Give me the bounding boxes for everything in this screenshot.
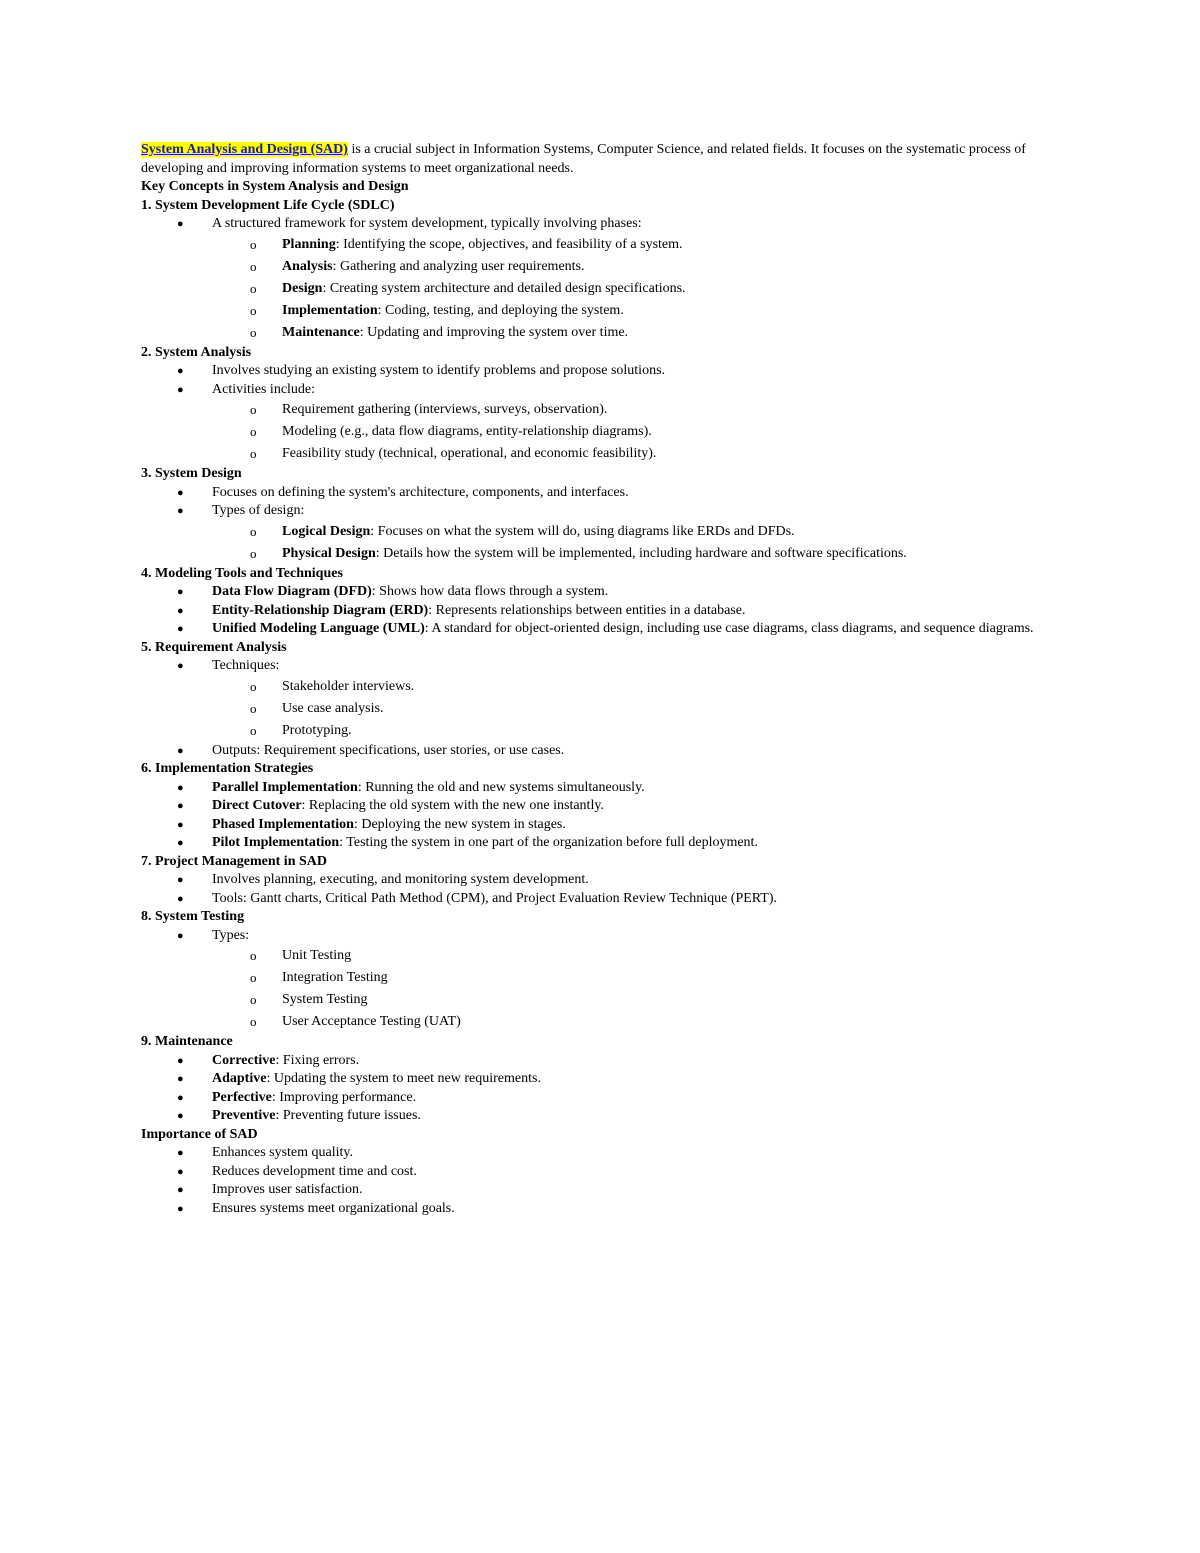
bullet-description: : Improving performance. [271,1089,417,1105]
bullet-term: Implementation [282,302,378,318]
section-heading: Importance of SAD [141,1126,258,1142]
bullet-item [141,797,1041,816]
bullet-description: User Acceptance Testing (UAT) [282,1014,461,1029]
bullet-item [141,834,1041,853]
bullet-item [141,602,1041,621]
section-heading: 3. System Design [141,466,242,481]
section-heading: 1. System Development Life Cycle (SDLC) [141,197,395,213]
bullet-term: Preventive [212,1108,276,1123]
bullet-text [282,945,1041,967]
bullet-text [282,256,1041,278]
sub-bullet-item [141,543,1041,565]
sub-bullet-item [141,399,1041,421]
bullet-text [212,362,1041,381]
bullet-item [141,1107,1041,1126]
bullet-term: Adaptive [212,1071,267,1086]
bullet-description: Involves studying an existing system to identify problems and propose solutions. [212,363,666,378]
bullet-text [212,834,1041,853]
bullet-item [141,742,1041,761]
bullet-dot-icon: ● [177,623,184,635]
bullet-description: Prototyping. [282,722,352,738]
bullet-term: Corrective [212,1052,276,1068]
bullet-description: : Deploying the new system in stages. [353,816,566,832]
bullet-term: Entity-Relationship Diagram (ERD) [212,602,429,618]
sub-bullet-item [141,676,1041,698]
bullet-description: Modeling (e.g., data flow diagrams, entity-relationship diagrams). [282,424,652,439]
bullet-dot-icon: ● [177,818,184,831]
bullet-description: : Updating the system to meet new requirements. [266,1071,541,1086]
bullet-term: Physical Design [282,545,376,561]
sub-bullet-item [141,521,1041,543]
bullet-description: Enhances system quality. [212,1145,354,1160]
bullet-text [212,484,1041,503]
bullet-description: : Replacing the old system with the new one instantly. [301,798,604,813]
bullet-description: Stakeholder interviews. [282,678,415,694]
bullet-circle-icon: o [250,948,257,963]
bullet-description: Activities include: [212,381,316,397]
bullet-text [212,583,1041,602]
bullet-term: Pilot Implementation [212,835,340,850]
section-heading: 6. Implementation Strategies [141,761,314,776]
bullet-description: : Focuses on what the system will do, using diagrams like ERDs and DFDs. [370,523,795,539]
bullet-description: : Testing the system in one part of the organization before full deployment. [339,835,758,850]
bullet-term: Parallel Implementation [212,779,358,795]
intro-text: is a crucial subject in Information Systems, Computer Science, and related fields. It focuses on the systematic process of developing and improving information systems to meet organizational needs. [141,142,1026,176]
bullet-dot-icon: ● [177,800,184,812]
document-body [141,141,1041,1218]
bullet-circle-icon: o [250,302,257,318]
bullet-item [141,583,1041,602]
bullet-text [212,1163,1041,1182]
sub-bullet-item [141,421,1041,443]
bullet-dot-icon: ● [177,1184,184,1196]
sub-bullet-item [141,278,1041,300]
bullet-description: Unit Testing [282,948,352,963]
bullet-circle-icon: o [250,324,257,340]
bullet-text [282,989,1041,1011]
bullet-dot-icon: ● [177,837,184,849]
bullet-text [212,1089,1041,1108]
bullet-description: Outputs: Requirement specifications, user stories, or use cases. [212,742,565,758]
bullet-description: System Testing [282,992,368,1007]
bullet-dot-icon: ● [177,744,184,757]
sub-bullet-item [141,234,1041,256]
bullet-text [212,890,1041,909]
bullet-dot-icon: ● [177,486,184,499]
bullet-item [141,620,1041,639]
bullet-text [212,779,1041,798]
bullet-dot-icon: ● [177,929,184,942]
bullet-text [212,871,1041,890]
bullet-term: Unified Modeling Language (UML) [212,621,425,636]
bullet-item [141,1163,1041,1182]
bullet-description: Improves user satisfaction. [212,1182,363,1197]
bullet-dot-icon: ● [177,586,184,598]
sub-bullet-item [141,720,1041,742]
bullet-dot-icon: ● [177,781,184,794]
bullet-dot-icon: ● [177,892,184,905]
bullet-item [141,816,1041,835]
bullet-item [141,215,1041,234]
content-list [141,197,1041,1219]
sub-bullet-item [141,1011,1041,1033]
bullet-term: Perfective [212,1089,272,1105]
bullet-item [141,890,1041,909]
bullet-dot-icon: ● [177,604,184,617]
section-heading: 4. Modeling Tools and Techniques [141,565,343,581]
bullet-dot-icon: ● [177,505,184,517]
bullet-item [141,1200,1041,1219]
bullet-item [141,871,1041,890]
bullet-text [212,620,1041,639]
bullet-circle-icon: o [250,523,257,539]
bullet-item [141,1181,1041,1200]
bullet-dot-icon: ● [177,1073,184,1085]
bullet-description: A structured framework for system development, typically involving phases: [212,216,642,231]
bullet-text [282,322,1041,344]
bullet-text [212,381,1041,400]
bullet-item [141,502,1041,521]
bullet-text [282,967,1041,989]
bullet-term: Analysis [282,258,333,274]
bullet-description: Types: [212,927,250,943]
bullet-description: Reduces development time and cost. [212,1163,417,1179]
bullet-term: Data Flow Diagram (DFD) [212,584,372,599]
bullet-item [141,1070,1041,1089]
section-heading: 8. System Testing [141,909,245,924]
bullet-dot-icon: ● [177,1110,184,1122]
bullet-description: : Running the old and new systems simultaneously. [357,779,645,795]
bullet-description: : Preventing future issues. [275,1108,421,1123]
bullet-description: : A standard for object-oriented design, including use case diagrams, class diagrams, and sequence diagrams. [424,621,1034,636]
bullet-description: Feasibility study (technical, operational, and economic feasibility). [282,446,657,461]
bullet-text [282,720,1041,742]
bullet-text [282,676,1041,698]
sub-bullet-item [141,322,1041,344]
sub-bullet-item [141,256,1041,278]
bullet-item [141,1052,1041,1071]
bullet-description: : Coding, testing, and deploying the system. [377,302,624,318]
bullet-description: : Shows how data flows through a system. [371,584,609,599]
bullet-item [141,927,1041,946]
bullet-description: Integration Testing [282,970,388,985]
bullet-text [212,1107,1041,1126]
highlighted-title: System Analysis and Design (SAD) [141,142,348,157]
bullet-text [212,215,1041,234]
bullet-item [141,362,1041,381]
bullet-text [282,399,1041,421]
bullet-text [282,443,1041,465]
bullet-text [282,421,1041,443]
sub-bullet-item [141,300,1041,322]
sub-bullet-item [141,945,1041,967]
bullet-text [282,234,1041,256]
intro-paragraph [141,141,1041,178]
bullet-description: : Gathering and analyzing user requirements. [332,258,585,274]
bullet-item [141,779,1041,798]
bullet-term: Design [282,280,323,296]
bullet-term: Maintenance [282,324,360,340]
bullet-item [141,1089,1041,1108]
bullet-item [141,381,1041,400]
bullet-dot-icon: ● [177,383,184,396]
bullet-description: Focuses on defining the system's architecture, components, and interfaces. [212,484,629,500]
sub-bullet-item [141,989,1041,1011]
bullet-item [141,657,1041,676]
bullet-dot-icon: ● [177,365,184,377]
bullet-description: Involves planning, executing, and monitoring system development. [212,872,589,887]
key-concepts-heading: Key Concepts in System Analysis and Design [141,179,409,194]
bullet-text [282,543,1041,565]
bullet-item [141,1144,1041,1163]
bullet-text [212,816,1041,835]
bullet-dot-icon: ● [177,1147,184,1159]
bullet-circle-icon: o [250,446,257,461]
bullet-text [212,602,1041,621]
bullet-description: : Identifying the scope, objectives, and feasibility of a system. [335,236,683,252]
bullet-circle-icon: o [250,700,257,716]
bullet-text [282,278,1041,300]
bullet-text [212,797,1041,816]
bullet-text [282,300,1041,322]
bullet-description: Ensures systems meet organizational goals. [212,1200,455,1216]
bullet-circle-icon: o [250,236,257,252]
bullet-circle-icon: o [250,545,257,561]
bullet-text [282,698,1041,720]
bullet-description: : Represents relationships between entities in a database. [428,602,746,618]
bullet-text [212,1070,1041,1089]
bullet-description: : Details how the system will be implemented, including hardware and software specifications. [375,545,907,561]
bullet-text [212,742,1041,761]
section-heading: 2. System Analysis [141,344,252,360]
sub-bullet-item [141,967,1041,989]
bullet-text [282,521,1041,543]
bullet-dot-icon: ● [177,874,184,886]
bullet-text [212,502,1041,521]
bullet-text [212,927,1041,946]
section-heading: 5. Requirement Analysis [141,639,287,655]
bullet-description: : Fixing errors. [275,1052,360,1068]
bullet-dot-icon: ● [177,1165,184,1178]
bullet-text [212,1052,1041,1071]
bullet-text [212,657,1041,676]
bullet-circle-icon: o [250,258,257,274]
bullet-circle-icon: o [250,722,257,738]
bullet-dot-icon: ● [177,1202,184,1215]
bullet-description: Use case analysis. [282,700,384,716]
bullet-term: Logical Design [282,523,371,539]
bullet-circle-icon: o [250,402,257,417]
bullet-description: Types of design: [212,503,305,518]
bullet-circle-icon: o [250,970,257,985]
bullet-circle-icon: o [250,1014,257,1029]
bullet-term: Planning [282,236,336,252]
bullet-dot-icon: ● [177,1054,184,1067]
section-heading: 9. Maintenance [141,1034,233,1049]
bullet-description: Requirement gathering (interviews, surveys, observation). [282,402,608,417]
bullet-description: : Creating system architecture and detailed design specifications. [322,280,686,296]
bullet-text [282,1011,1041,1033]
bullet-term: Phased Implementation [212,816,354,832]
bullet-dot-icon: ● [177,660,184,672]
bullet-text [212,1181,1041,1200]
sub-bullet-item [141,698,1041,720]
bullet-description: Techniques: [212,658,280,673]
bullet-circle-icon: o [250,678,257,694]
section-heading: 7. Project Management in SAD [141,853,327,869]
bullet-circle-icon: o [250,992,257,1007]
bullet-dot-icon: ● [177,1091,184,1104]
bullet-text [212,1144,1041,1163]
bullet-term: Direct Cutover [212,798,302,813]
bullet-text [212,1200,1041,1219]
bullet-circle-icon: o [250,280,257,296]
bullet-dot-icon: ● [177,218,184,230]
bullet-circle-icon: o [250,424,257,439]
sub-bullet-item [141,443,1041,465]
bullet-description: Tools: Gantt charts, Critical Path Method (CPM), and Project Evaluation Review Technique (PERT). [212,890,778,906]
bullet-description: : Updating and improving the system over time. [359,324,629,340]
bullet-item [141,484,1041,503]
